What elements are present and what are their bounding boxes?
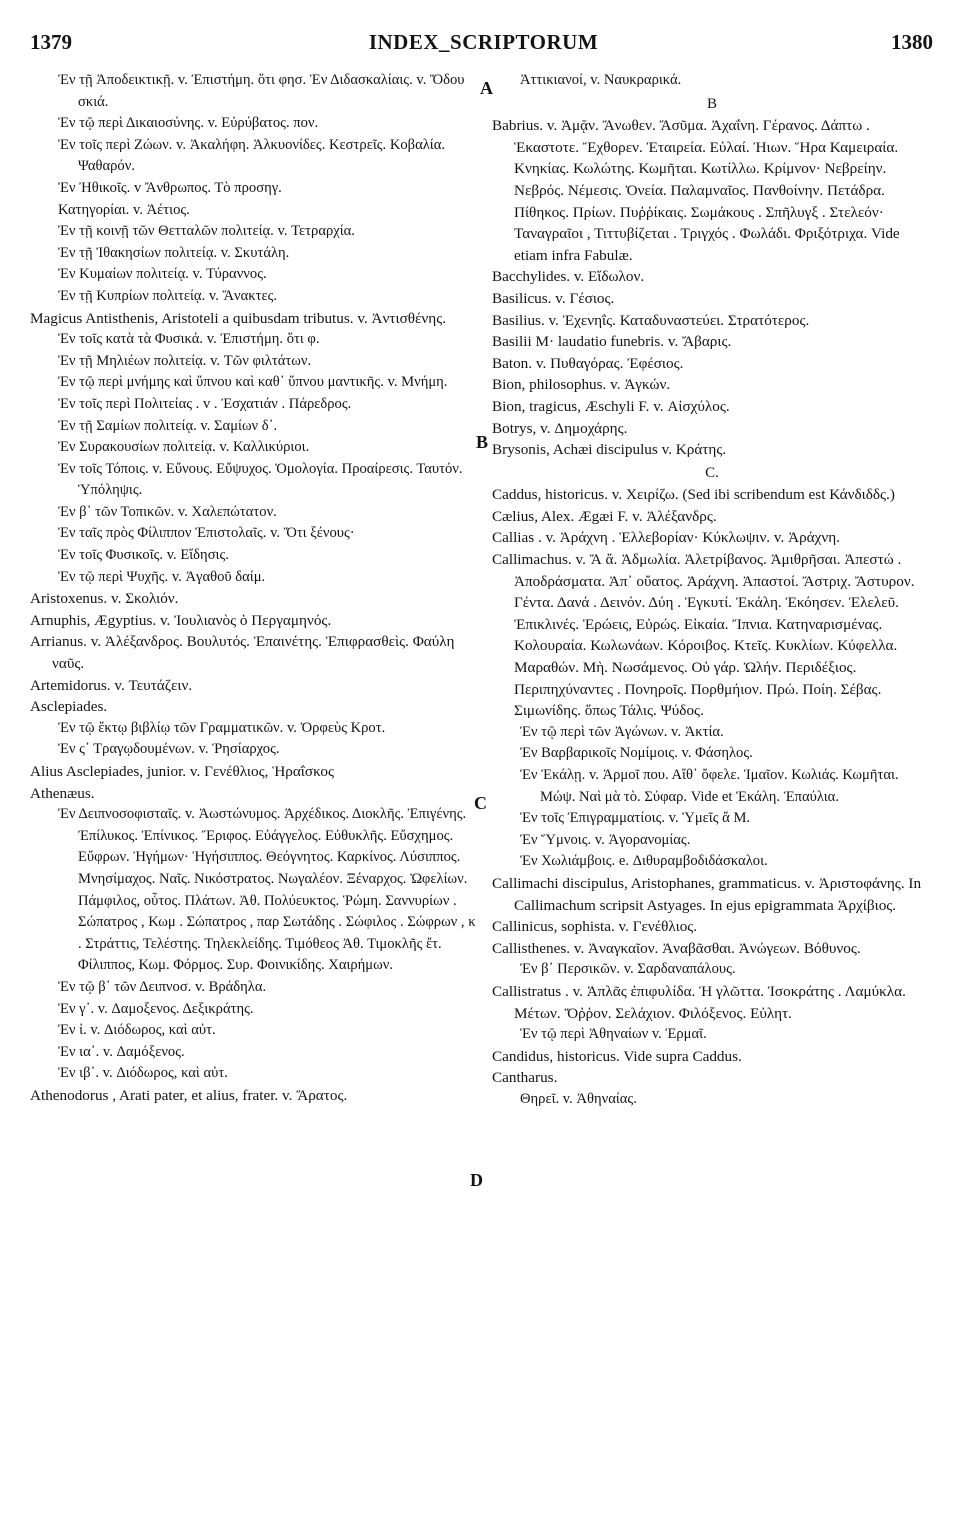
index-subentry: Ἐν ιβ᾽. v. Διόδωρος, καὶ αὐτ.: [58, 1065, 228, 1082]
index-entry: Bacchylides. v. Εἴδωλον.: [492, 268, 645, 286]
index-subentry: Ἐν Συρακουσίων πολιτείᾳ. v. Καλλικύριοι.: [58, 439, 310, 456]
index-subentry: Ἐν Ὕμνοις. v. Ἀγορανομίας.: [520, 831, 691, 848]
page-number-right: 1380: [891, 30, 933, 54]
index-entry: Callinicus, sophista. v. Γενέθλιος.: [492, 918, 698, 936]
index-subentry: Ἐν τῇ Μηλιέων πολιτείᾳ. v. Τῶν φιλτάτων.: [58, 352, 312, 369]
index-subentry: Ἐν τῇ Ἀποδεικτικῇ. v. Ἐπιστήμη. ὅτι φησ. Ἐν Διδασκαλίαις. v. Ὅδου σκιά.: [58, 72, 465, 110]
index-subentry: Ἐν Χωλιάμβοις. e. Διθυραμβοδιδάσκαλοι.: [520, 853, 768, 870]
index-entry: Callisthenes. v. Ἀναγκαῖον. Ἀναβᾶσθαι. Ἀνώγεων. Βόθυνος.: [492, 939, 861, 957]
index-entry: Candidus, historicus. Vide supra Caddus.: [492, 1047, 742, 1065]
index-subentry: Ἐν Βαρβαρικοῖς Νομίμοις. v. Φάσηλος.: [520, 745, 753, 762]
index-entry: Asclepiades.: [30, 698, 108, 716]
index-subentry: Ἐν τοῖς περὶ Πολιτείας . v . Ἐσχατιάν . Πάρεδρος.: [58, 395, 352, 412]
index-entry: Arnuphis, Ægyptius. v. Ἰουλιανὸς ὁ Περγαμηνός.: [30, 611, 332, 629]
index-entry: Cælius, Alex. Ægæi F. v. Ἀλέξανδρς.: [492, 507, 717, 525]
index-subentry: Ἐν Κυμαίων πολιτείᾳ. v. Τύραννος.: [58, 266, 267, 283]
section-letter: B: [706, 95, 717, 112]
index-subentry: Ἐν τῇ Ἰθακησίων πολιτείᾳ. v. Σκυτάλη.: [58, 244, 290, 261]
index-entry: Magicus Antisthenis, Aristoteli a quibusdam tributus. v. Ἀντισθένης.: [30, 309, 447, 327]
index-subentry: Ἐν τῇ Κυπρίων πολιτείᾳ. v. Ἄνακτες.: [58, 287, 278, 304]
index-entry: Babrius. v. Ἀμᾷν. Ἄνωθεν. Ἄσῦμα. Ἀχαΐνη. Γέρανος. Δάπτω . Ἑκαστοτε. Ἔχθορεν. Ἐταιρεία. Εὐλαί. Ἠιων. Ἥρα Καμειραία. Κνηκίας. Κωλώτης. Κωμῆται. Κωτίλλω. Κρίμνον· Νεβρείην. Νεβρός. Νέμεσις. Ὀνεία. Παλαμναῖος. Πανθοίνην. Πετάδρα. Πίθηκος. Πρίων. Πυῤῥίκαις. Σωμάκους . Σπῆλυγξ . Στελεόν· Ταναγραῖοι , Τιττυβίζεται . Τριγχός . Φωλάδι. Φριξότριχα. Vide etiam infra Fabulæ.: [492, 117, 900, 264]
index-subentry: Ἐν τοῖς Τόποις. v. Εὔνους. Εὔψυχος. Ὁμολογία. Προαίρεσις. Ταυτόν. Ὑπόληψις.: [58, 460, 463, 499]
index-entry: Arrianus. v. Ἀλέξανδρος. Βουλυτός. Ἐπαινέτης. Ἐπιφρασθεὶς. Φαύλη ναῦς.: [30, 633, 455, 673]
index-entry: Bion, philosophus. v. Ἀγκών.: [492, 376, 671, 394]
margin-letter-c: C: [474, 793, 487, 813]
margin-letter-a: A: [480, 78, 493, 98]
index-subentry: Κατηγορίαι. v. Ἀέτιος.: [58, 201, 190, 218]
index-entry: Basilicus. v. Γέσιος.: [492, 289, 615, 307]
index-subentry: Ἐν ς᾽ Τραγῳδουμένων. v. Ῥησίαρχος.: [58, 741, 280, 758]
index-subentry: Ἐν Δειπνοσοφισταῖς. v. Ἀωστώνυμος. Ἀρχέδικος. Διοκλῆς. Ἐπιγένης. Ἐπίλυκος. Ἐπίνικος. Ἔριφος. Εὐάγγελος. Εὐθυκλῆς. Εὔσχημος. Εὔφρων. Ἡγήμων· Ἡγήσιππος. Θεόγνητος. Καρκίνος. Λύσιππος. Μνησίμαχος. Ναῖς. Νικόστρατος. Νωγαλέον. Ξέναρχος. Ὠφελίων. Πάμφιλος, οὗτος. Πλάτων. Ἀθ. Πολύευκτος. Ῥώμη. Σαννυρίων . Σώπατρος , Κωμ . Σώπατρος , παρ Σωτάδης . Σώφιλος . Σώφρων , κ . Στράττις, Τελέστης. Τηλεκλείδης. Τιμόθεος Ἀθ. Τιμοκλῆς ἔτ. Φίλιππος, Κωμ. Φόρμος. Συρ. Φοινικίδης. Χαιρήμων.: [58, 806, 476, 974]
index-subentry: Ἐν β᾽ Περσικῶν. v. Σαρδαναπάλους.: [520, 961, 736, 978]
index-entry: Botrys, v. Δημοχάρης.: [492, 419, 628, 437]
index-entry: Caddus, historicus. v. Χειρίζω. (Sed ibi scribendum est Κάνδιδδς.): [492, 486, 895, 504]
index-subentry: Ἐν τῷ ἕκτῳ βιβλίῳ τῶν Γραμματικῶν. v. Ὀρφεὺς Κροτ.: [58, 719, 386, 736]
index-entry: Cantharus.: [492, 1069, 558, 1087]
index-subentry: Ἐν τῷ περὶ Ἀθηναίων v. Ἑρμαῖ.: [520, 1026, 707, 1043]
index-subentry: Ἐν τῷ β᾽ τῶν Δειπνοσ. v. Βράδηλα.: [58, 978, 267, 995]
index-subentry: Ἐν τῇ Σαμίων πολιτείᾳ. v. Σαμίων δ᾽.: [58, 417, 278, 434]
left-column: [30, 70, 480, 1107]
index-entry: Bion, tragicus, Æschyli F. v. Αἰσχύλος.: [492, 397, 730, 415]
index-entry: Alius Asclepiades, junior. v. Γενέθλιος, Ἡραΐσκος: [30, 763, 335, 780]
index-subentry: Ἐν ια᾽. v. Δαμόξενος.: [58, 1043, 185, 1060]
index-subentry: Ἐν γ᾽. v. Δαμοξενος. Δεξικράτης.: [58, 1000, 254, 1017]
index-entry: Aristoxenus. v. Σκολιόν.: [30, 590, 179, 608]
index-entry: Callimachi discipulus, Aristophanes, grammaticus. v. Ἀριστοφάνης. In Callimachum scripsit Astyages. In ejus epigrammata Ἀρχίβιος.: [492, 874, 922, 914]
index-subentry: Ἐν τοῖς Ἐπιγραμματίοις. v. Ὑμεῖς ἅ Μ.: [520, 810, 751, 827]
index-subentry: Ἀττικιανοί, v. Ναυκραρικά.: [520, 72, 682, 88]
right-column: [492, 70, 932, 1111]
index-entry: Callimachus. v. Ἄ ἄ. Ἀδμωλία. Ἀλετρίβανος. Ἀμιθρῆσαι. Ἀπεστώ . Ἀποδράσματα. Ἀπ᾽ οὔατος. Ἀράχνη. Ἀπαστοί. Ἄστριχ. Ἄστυρον. Γέντα. Δανά . Δεινόν. Δύη . Ἐγκυτί. Ἐκάλη. Ἐκόησεν. Ἐλελεῦ. Ἐπικλινές. Ἐρώεις, Εὐρώς. Εἰκαία. Ἴπνια. Κατηναρισμένας. Κολουραία. Κωλωνάων. Κόροιβος. Κτεῖς. Κυκλίων. Κύφελλα. Μαραθών. Μὴ. Νωσάμενος. Οὐ γάρ. Ὠλήν. Περιδέξιος. Περιπηχύναντες . Πονηροῖς. Πορθμήιον. Πρώ. Ποίη. Σέβας. Σιμωνίδης. ὅπως Τάλις. Ψύδος.: [492, 551, 915, 720]
index-entry: Athenodorus , Arati pater, et alius, frater. v. Ἄρατος.: [30, 1086, 348, 1104]
index-subentry: Ἐν τῷ περὶ Ψυχῆς. v. Ἀγαθοῦ δαίμ.: [58, 568, 266, 585]
index-subentry: Ἐν τῷ περὶ μνήμης καὶ ὕπνου καὶ καθ᾽ ὕπνου μαντικῆς. v. Μνήμη.: [58, 374, 448, 391]
index-entry: Artemidorus. v. Τευτάζειν.: [30, 676, 193, 694]
index-subentry: Ἐν ἰ. v. Διόδωρος, καὶ αὐτ.: [58, 1022, 216, 1039]
index-subentry: Ἐν β᾽ τῶν Τοπικῶν. v. Χαλεπώτατον.: [58, 503, 277, 520]
index-subentry: Ἐν Ἐκάλῃ. v. Ἁρμοῖ που. Αἴθ᾽ ὄφελε. Ἱμαῖον. Κωλιάς. Κωμῆται. Μώψ. Ναὶ μὰ τὸ. Σύφαρ. Vide et Ἐκάλη. Ἐπαύλια.: [520, 767, 899, 805]
page-number-left: 1379: [30, 30, 72, 54]
running-title: INDEX_SCRIPTORUM: [368, 30, 599, 54]
page-header: [0, 30, 967, 60]
index-entry: Basilius. v. Ἐχενηΐς. Καταδυναστεύει. Στρατότερος.: [492, 311, 810, 329]
index-entry: Callias . v. Ἀράχνη . Ἑλλεβορίαν· Κύκλωψιν. v. Ἀράχνη.: [492, 529, 840, 547]
index-entry: Basilii M· laudatio funebris. v. Ἄβαρις.: [492, 333, 732, 351]
margin-letter-b: B: [476, 432, 489, 452]
index-subentry: Ἐν τοῖς περὶ Ζώων. v. Ἀκαλήφη. Ἀλκυονίδες. Κεστρεῖς. Κοβαλία. Ψαθαρόν.: [58, 136, 446, 175]
margin-letter-d: D: [470, 1170, 483, 1190]
index-subentry: Ἐν τῇ κοινῇ τῶν Θετταλῶν πολιτείᾳ. v. Τετραρχία.: [58, 223, 355, 240]
index-subentry: Ἐν τῷ περὶ Δικαιοσύνης. v. Εὐρύβατος. πον.: [58, 115, 319, 132]
index-entry: Callistratus . v. Ἁπλᾶς ἐπιφυλίδα. Ἡ γλῶττα. Ἰσοκράτης . Λαμύκλα. Μέτων. Ὄῤῥον. Σελάχιον. Φιλόξενος. Εὐλητ.: [492, 982, 906, 1022]
index-subentry: Ἐν τοῖς Φυσικοῖς. v. Εἴδησις.: [58, 547, 229, 564]
index-subentry: Ἐν τοῖς κατὰ τὰ Φυσικά. v. Ἐπιστήμη. ὅτι φ.: [58, 331, 320, 348]
index-entry: Athenæus.: [30, 784, 95, 802]
section-letter: C.: [705, 464, 719, 481]
index-entry: Baton. v. Πυθαγόρας. Ἐφέσιος.: [492, 354, 684, 372]
index-subentry: Ἐν τῷ περὶ τῶν Ἀγώνων. v. Ἀκτία.: [520, 723, 724, 740]
index-entry: Brysonis, Achæi discipulus v. Κράτης.: [492, 441, 727, 459]
index-subentry: Ἐν ταῖς πρὸς Φίλιππον Ἐπιστολαῖς. v. Ὅτι ξένους·: [58, 525, 355, 542]
index-subentry: Ἐν Ἠθικοῖς. v Ἄνθρωπος. Τὸ προσηγ.: [58, 179, 282, 196]
index-subentry: Θηρεῖ. v. Ἀθηναίας.: [520, 1090, 637, 1107]
